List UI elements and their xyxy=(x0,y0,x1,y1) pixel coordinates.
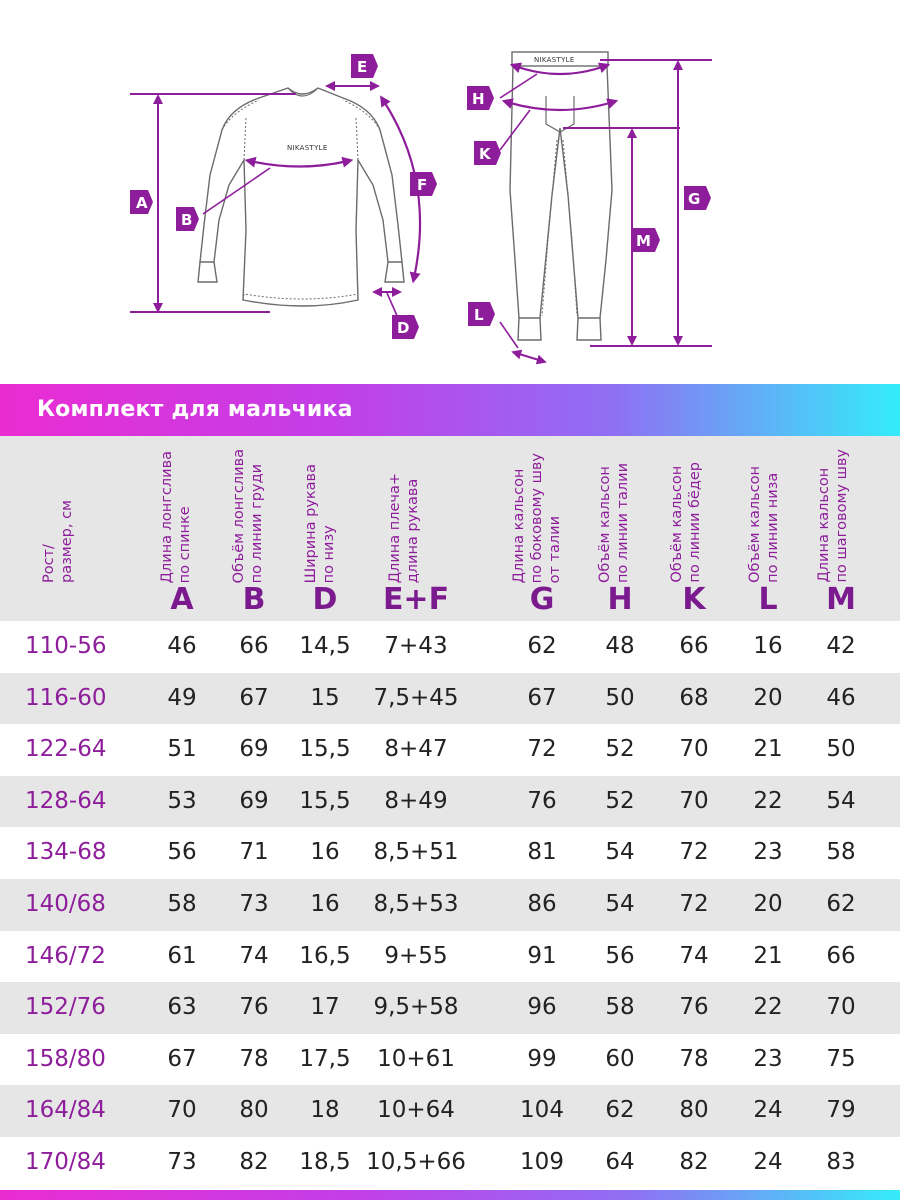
table-cell: 79 xyxy=(826,1097,856,1124)
column-header-label: Объём кальсон по линии низа xyxy=(747,466,781,583)
table-cell: 82 xyxy=(679,1148,709,1175)
table-row xyxy=(0,1085,900,1137)
table-cell: 56 xyxy=(167,839,197,866)
size-cell: 158/80 xyxy=(25,1045,106,1072)
table-cell: 72 xyxy=(679,839,709,866)
svg-text:H: H xyxy=(472,90,485,108)
table-cell: 8+49 xyxy=(384,787,448,814)
badge-h xyxy=(467,86,494,110)
table-cell: 60 xyxy=(605,1045,635,1072)
size-table xyxy=(0,436,900,1189)
table-cell: 67 xyxy=(239,684,269,711)
column-letter: L xyxy=(758,582,778,617)
table-cell: 24 xyxy=(753,1148,783,1175)
table-row xyxy=(0,879,900,931)
table-cell: 20 xyxy=(753,890,783,917)
table-cell: 8,5+53 xyxy=(373,890,459,917)
column-letter: K xyxy=(682,582,706,617)
size-cell: 116-60 xyxy=(25,684,107,711)
table-cell: 8+47 xyxy=(384,736,448,763)
table-cell: 63 xyxy=(167,994,197,1021)
column-header-label: Объём лонгслива по линии груди xyxy=(231,448,265,583)
table-cell: 17,5 xyxy=(299,1045,351,1072)
table-cell: 78 xyxy=(679,1045,709,1072)
table-body xyxy=(0,621,900,1189)
table-cell: 15,5 xyxy=(299,787,351,814)
svg-text:B: B xyxy=(181,211,193,229)
measure-a xyxy=(130,94,296,312)
column-letter: B xyxy=(242,582,266,617)
table-cell: 52 xyxy=(605,736,635,763)
table-row xyxy=(0,776,900,828)
table-cell: 61 xyxy=(167,942,197,969)
table-cell: 42 xyxy=(826,633,856,659)
table-cell: 52 xyxy=(605,787,635,814)
size-cell: 140/68 xyxy=(25,890,106,917)
table-cell: 58 xyxy=(605,994,635,1021)
table-cell: 15,5 xyxy=(299,736,351,763)
size-cell: 170/84 xyxy=(25,1148,106,1175)
table-cell: 70 xyxy=(167,1097,197,1124)
badge-g xyxy=(684,186,711,210)
table-cell: 54 xyxy=(605,839,635,866)
table-cell: 46 xyxy=(826,684,856,711)
table-cell: 16 xyxy=(310,839,340,866)
table-cell: 73 xyxy=(167,1148,197,1175)
table-cell: 80 xyxy=(679,1097,709,1124)
table-cell: 62 xyxy=(527,633,557,659)
section-title: Комплект для мальчика xyxy=(37,397,353,422)
column-letter: H xyxy=(607,582,633,617)
table-cell: 9+55 xyxy=(384,942,448,969)
column-letter: E+F xyxy=(382,582,450,617)
column-header-label: Длина плеча+ длина рукава xyxy=(387,472,421,583)
table-cell: 70 xyxy=(679,787,709,814)
measure-l xyxy=(516,353,542,361)
column-letter: G xyxy=(529,582,555,617)
table-row xyxy=(0,827,900,879)
table-cell: 18 xyxy=(310,1097,340,1124)
badge-d xyxy=(392,315,419,339)
table-cell: 17 xyxy=(310,994,340,1021)
table-cell: 23 xyxy=(753,1045,783,1072)
size-cell: 134-68 xyxy=(25,839,107,866)
table-row xyxy=(0,982,900,1034)
table-cell: 22 xyxy=(753,994,783,1021)
table-cell: 46 xyxy=(167,633,197,659)
table-cell: 49 xyxy=(167,684,197,711)
table-cell: 68 xyxy=(679,684,709,711)
table-cell: 16,5 xyxy=(299,942,351,969)
table-cell: 51 xyxy=(167,736,197,763)
table-cell: 48 xyxy=(605,633,635,659)
table-cell: 54 xyxy=(826,787,856,814)
table-row xyxy=(0,931,900,983)
column-header-label: Длина кальсон по шаговому шву xyxy=(816,449,850,583)
column-letter: M xyxy=(826,582,856,617)
table-cell: 23 xyxy=(753,839,783,866)
table-cell: 74 xyxy=(679,942,709,969)
table-cell: 14,5 xyxy=(299,633,351,659)
column-header-label: Ширина рукава по низу xyxy=(303,463,337,583)
badge-a xyxy=(130,190,153,214)
column-letter: D xyxy=(312,582,338,617)
svg-text:E: E xyxy=(357,58,368,76)
table-cell: 50 xyxy=(605,684,635,711)
table-cell: 62 xyxy=(605,1097,635,1124)
svg-text:A: A xyxy=(136,194,148,212)
table-row xyxy=(0,621,900,673)
table-cell: 10+64 xyxy=(377,1097,455,1124)
table-cell: 70 xyxy=(826,994,856,1021)
table-cell: 109 xyxy=(520,1148,564,1175)
table-cell: 82 xyxy=(239,1148,269,1175)
table-row xyxy=(0,724,900,776)
table-cell: 15 xyxy=(310,684,340,711)
table-cell: 10+61 xyxy=(377,1045,455,1072)
badge-b xyxy=(176,207,199,231)
table-cell: 86 xyxy=(527,890,557,917)
measurement-diagram xyxy=(0,0,900,380)
svg-text:F: F xyxy=(417,176,428,194)
table-cell: 70 xyxy=(679,736,709,763)
column-letter: A xyxy=(170,582,194,617)
measure-b xyxy=(250,161,348,167)
table-cell: 72 xyxy=(679,890,709,917)
table-cell: 69 xyxy=(239,787,269,814)
size-cell: 146/72 xyxy=(25,942,106,969)
badge-k xyxy=(474,141,501,165)
table-cell: 74 xyxy=(239,942,269,969)
table-cell: 75 xyxy=(826,1045,856,1072)
size-cell: 128-64 xyxy=(25,787,107,814)
table-cell: 64 xyxy=(605,1148,635,1175)
badge-l xyxy=(468,302,495,326)
table-cell: 66 xyxy=(826,942,856,969)
table-row xyxy=(0,673,900,725)
svg-text:L: L xyxy=(474,306,484,324)
table-cell: 81 xyxy=(527,839,557,866)
table-cell: 66 xyxy=(239,633,269,659)
svg-text:D: D xyxy=(397,319,410,337)
table-row xyxy=(0,1137,900,1189)
table-cell: 67 xyxy=(167,1045,197,1072)
table-cell: 69 xyxy=(239,736,269,763)
table-cell: 96 xyxy=(527,994,557,1021)
table-cell: 83 xyxy=(826,1148,856,1175)
badge-m xyxy=(633,228,660,252)
table-cell: 78 xyxy=(239,1045,269,1072)
measure-b-leader xyxy=(203,168,270,214)
table-cell: 73 xyxy=(239,890,269,917)
pants-brand-text: NIKASTYLE xyxy=(534,56,575,64)
table-cell: 18,5 xyxy=(299,1148,351,1175)
table-cell: 53 xyxy=(167,787,197,814)
column-header-label: Объём кальсон по линии талии xyxy=(597,462,631,583)
table-cell: 24 xyxy=(753,1097,783,1124)
size-cell: 164/84 xyxy=(25,1097,106,1124)
section-banner xyxy=(0,384,900,436)
table-cell: 99 xyxy=(527,1045,557,1072)
size-cell: 152/76 xyxy=(25,994,106,1021)
size-cell: 122-64 xyxy=(25,736,107,763)
size-cell: 110-56 xyxy=(25,633,107,659)
svg-text:G: G xyxy=(688,190,701,208)
table-cell: 50 xyxy=(826,736,856,763)
table-cell: 76 xyxy=(527,787,557,814)
table-cell: 72 xyxy=(527,736,557,763)
table-cell: 76 xyxy=(679,994,709,1021)
table-cell: 16 xyxy=(310,890,340,917)
table-cell: 56 xyxy=(605,942,635,969)
table-cell: 58 xyxy=(167,890,197,917)
svg-text:M: M xyxy=(636,232,651,250)
table-row xyxy=(0,1034,900,1086)
table-cell: 62 xyxy=(826,890,856,917)
table-cell: 54 xyxy=(605,890,635,917)
table-cell: 76 xyxy=(239,994,269,1021)
table-header xyxy=(0,436,900,621)
table-cell: 66 xyxy=(679,633,709,659)
badge-f xyxy=(410,172,437,196)
table-cell: 10,5+66 xyxy=(366,1148,466,1175)
svg-text:K: K xyxy=(479,145,491,163)
table-cell: 9,5+58 xyxy=(373,994,459,1021)
table-cell: 67 xyxy=(527,684,557,711)
table-cell: 58 xyxy=(826,839,856,866)
table-cell: 7,5+45 xyxy=(373,684,459,711)
pants-drawing xyxy=(510,52,612,340)
table-cell: 71 xyxy=(239,839,269,866)
table-cell: 20 xyxy=(753,684,783,711)
measure-k xyxy=(507,102,613,110)
measure-h xyxy=(515,66,605,74)
column-header-label: Длина лонгслива по спинке xyxy=(159,450,193,583)
measure-m xyxy=(563,128,680,341)
table-cell: 8,5+51 xyxy=(373,839,459,866)
table-cell: 80 xyxy=(239,1097,269,1124)
table-cell: 91 xyxy=(527,942,557,969)
table-cell: 22 xyxy=(753,787,783,814)
column-header-label: Рост/ размер, см xyxy=(41,500,75,583)
column-header-label: Длина кальсон по боковому шву от талии xyxy=(511,452,563,583)
table-cell: 21 xyxy=(753,942,783,969)
column-header-label: Объём кальсон по линии бёдер xyxy=(669,462,703,583)
bottom-gradient-bar xyxy=(0,1190,900,1200)
badge-e xyxy=(351,54,378,78)
table-cell: 21 xyxy=(753,736,783,763)
table-cell: 7+43 xyxy=(384,633,448,659)
shirt-brand-text: NIKASTYLE xyxy=(287,144,328,152)
table-cell: 16 xyxy=(753,633,783,659)
table-cell: 104 xyxy=(520,1097,564,1124)
